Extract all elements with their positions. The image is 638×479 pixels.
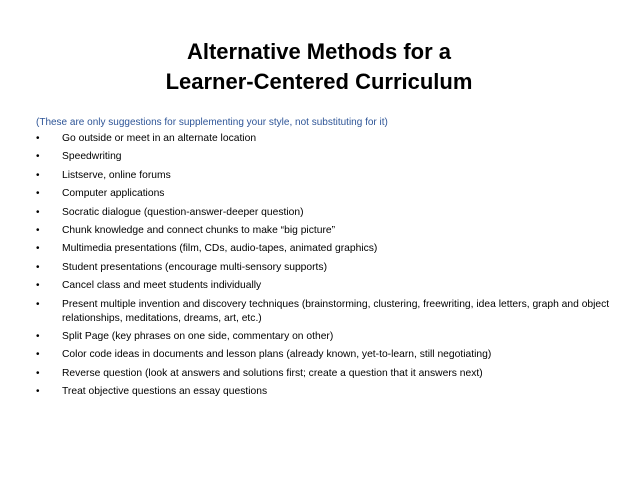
- list-item: [36, 261, 611, 275]
- list-item: [36, 132, 611, 146]
- list-item: [36, 385, 611, 399]
- bullet-icon: •: [36, 243, 40, 255]
- bullet-icon: •: [36, 151, 40, 163]
- list-item-text: Reverse question (look at answers and solutions first; create a question that it answers next): [62, 367, 483, 379]
- list-item-text: Present multiple invention and discovery techniques (brainstorming, clustering, freewriting, idea letters, graph and object relationships, meditations, dreams, art, etc.): [62, 298, 610, 324]
- list-item: [36, 169, 611, 183]
- bullet-icon: •: [36, 133, 40, 144]
- list-item-text: Student presentations (encourage multi-sensory supports): [62, 261, 327, 273]
- list-item-text: Split Page (key phrases on one side, commentary on other): [62, 330, 334, 342]
- bullet-icon: •: [36, 367, 40, 379]
- list-item: [36, 298, 611, 326]
- slide-subtitle: (These are only suggestions for supplementing your style, not substituting for it): [36, 117, 388, 128]
- list-item: [36, 367, 611, 381]
- list-item: [36, 348, 611, 362]
- slide-title-line-2: Learner-Centered Curriculum: [165, 69, 473, 94]
- bullet-icon: •: [36, 330, 40, 342]
- list-item-text: Listserve, online forums: [62, 169, 171, 181]
- list-item-text: Socratic dialogue (question-answer-deeper question): [62, 206, 304, 218]
- bullet-icon: •: [36, 349, 40, 361]
- list-item: [36, 150, 611, 164]
- bullet-icon: •: [36, 280, 40, 292]
- list-item: [36, 206, 611, 220]
- list-item-text: Chunk knowledge and connect chunks to make “big picture”: [62, 224, 336, 236]
- list-item-text: Color code ideas in documents and lesson plans (already known, yet-to-learn, still negotiating): [62, 349, 492, 361]
- list-item: [36, 187, 611, 201]
- slide-title: [0, 37, 638, 97]
- list-item-text: Multimedia presentations (film, CDs, audio-tapes, animated graphics): [62, 243, 378, 255]
- list-item: [36, 242, 611, 256]
- bullet-icon: •: [36, 298, 40, 310]
- bullet-icon: •: [36, 261, 40, 273]
- list-item-text: Go outside or meet in an alternate location: [62, 133, 257, 144]
- list-item-text: Cancel class and meet students individually: [62, 280, 262, 292]
- list-item: [36, 279, 611, 293]
- bullet-icon: •: [36, 224, 40, 236]
- bullet-icon: •: [36, 169, 40, 181]
- list-item-text: Treat objective questions an essay questions: [62, 386, 268, 398]
- slide-title-line-1: Alternative Methods for a: [186, 39, 452, 64]
- bullet-icon: •: [36, 188, 40, 200]
- list-item: [36, 224, 611, 238]
- list-item-text: Computer applications: [62, 188, 165, 200]
- methods-list: [36, 132, 611, 403]
- bullet-icon: •: [36, 206, 40, 218]
- list-item-text: Speedwriting: [62, 151, 122, 163]
- bullet-icon: •: [36, 386, 40, 398]
- list-item: [36, 330, 611, 344]
